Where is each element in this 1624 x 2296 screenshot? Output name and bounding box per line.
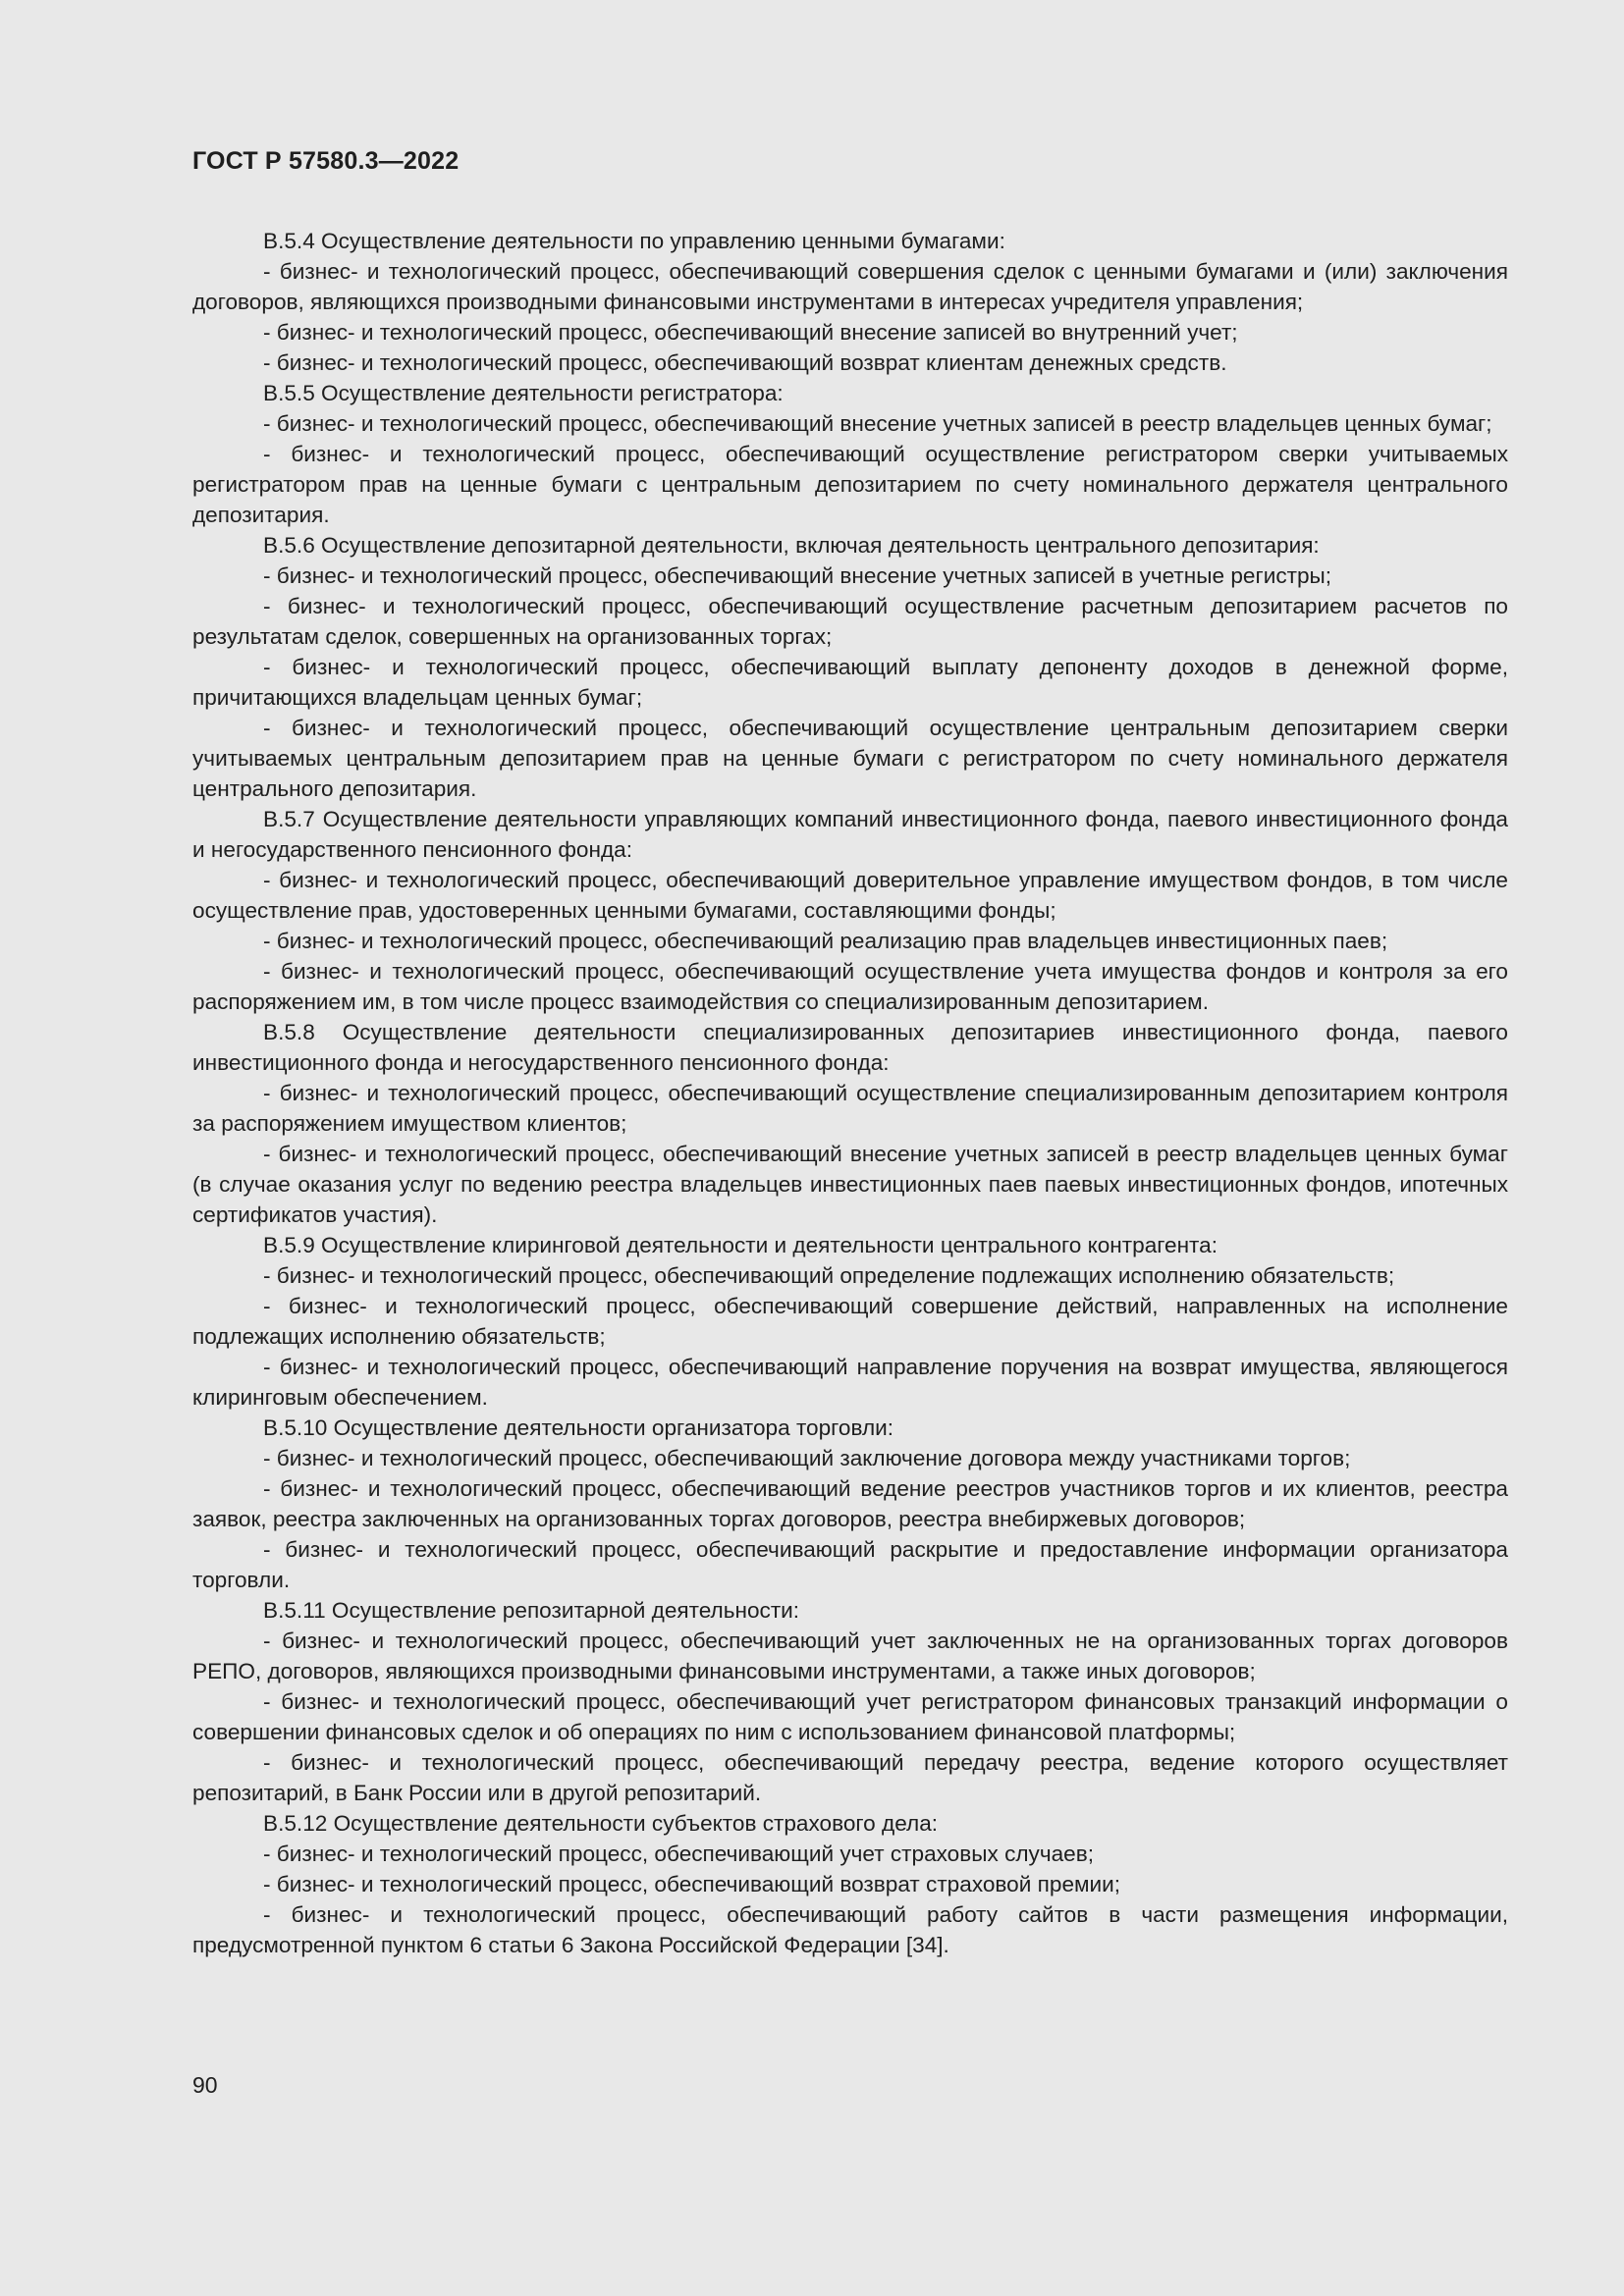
list-item: - бизнес- и технологический процесс, обеспечивающий раскрытие и предоставление информации организатора торговли. bbox=[192, 1537, 1508, 1592]
section-heading-b-5-8: В.5.8 Осуществление деятельности специализированных депозитариев инвестиционного фонда, паевого инвестиционного фонда и негосударственного пенсионного фонда: bbox=[192, 1020, 1508, 1075]
list-item: - бизнес- и технологический процесс, обеспечивающий возврат страховой премии; bbox=[263, 1872, 1121, 1896]
list-item: - бизнес- и технологический процесс, обеспечивающий направление поручения на возврат имущества, являющегося клиринговым обеспечением. bbox=[192, 1355, 1508, 1410]
list-item: - бизнес- и технологический процесс, обеспечивающий передачу реестра, ведение которого осуществляет репозитарий, в Банк России или в другой репозитарий. bbox=[192, 1750, 1508, 1805]
section-heading-b-5-5: В.5.5 Осуществление деятельности регистратора: bbox=[263, 381, 784, 405]
list-item: - бизнес- и технологический процесс, обеспечивающий внесение учетных записей в реестр владельцев ценных бумаг (в случае оказания услуг по ведению реестра владельцев инвестиционных паев паевых инвестиционных фондов, ипотечных сертификатов участия). bbox=[192, 1142, 1508, 1227]
list-item: - бизнес- и технологический процесс, обеспечивающий ведение реестров участников торгов и их клиентов, реестра заявок, реестра заключенных на организованных торгах договоров, реестра внебиржевых договоров; bbox=[192, 1476, 1508, 1531]
list-item: - бизнес- и технологический процесс, обеспечивающий учет заключенных не на организованных торгах договоров РЕПО, договоров, являющихся производными финансовыми инструментами, а также иных договоров; bbox=[192, 1629, 1508, 1683]
list-item: - бизнес- и технологический процесс, обеспечивающий учет регистратором финансовых транзакций информации о совершении финансовых сделок и об операциях по ним с использованием финансовой платформы; bbox=[192, 1689, 1508, 1744]
list-item: - бизнес- и технологический процесс, обеспечивающий осуществление специализированным депозитарием контроля за распоряжением имуществом клиентов; bbox=[192, 1081, 1508, 1136]
list-item: - бизнес- и технологический процесс, обеспечивающий совершение действий, направленных на исполнение подлежащих исполнению обязательств; bbox=[192, 1294, 1508, 1349]
list-item: - бизнес- и технологический процесс, обеспечивающий возврат клиентам денежных средств. bbox=[263, 350, 1227, 375]
list-item: - бизнес- и технологический процесс, обеспечивающий внесение учетных записей в учетные регистры; bbox=[263, 563, 1332, 588]
section-heading-b-5-9: В.5.9 Осуществление клиринговой деятельности и деятельности центрального контрагента: bbox=[263, 1233, 1218, 1257]
document-body bbox=[192, 226, 1508, 1960]
page-number: 90 bbox=[192, 2072, 218, 2098]
section-heading-b-5-7: В.5.7 Осуществление деятельности управляющих компаний инвестиционного фонда, паевого инвестиционного фонда и негосударственного пенсионного фонда: bbox=[192, 807, 1508, 862]
list-item: - бизнес- и технологический процесс, обеспечивающий учет страховых случаев; bbox=[263, 1842, 1095, 1866]
list-item: - бизнес- и технологический процесс, обеспечивающий осуществление центральным депозитарием сверки учитываемых центральным депозитарием прав на ценные бумаги с регистратором по счету номинального держателя центрального депозитария. bbox=[192, 716, 1508, 801]
document-header: ГОСТ Р 57580.3—2022 bbox=[192, 147, 460, 175]
list-item: - бизнес- и технологический процесс, обеспечивающий внесение записей во внутренний учет; bbox=[263, 320, 1238, 345]
section-heading-b-5-11: В.5.11 Осуществление репозитарной деятельности: bbox=[263, 1598, 800, 1623]
list-item: - бизнес- и технологический процесс, обеспечивающий осуществление расчетным депозитарием расчетов по результатам сделок, совершенных на организованных торгах; bbox=[192, 594, 1508, 649]
list-item: - бизнес- и технологический процесс, обеспечивающий доверительное управление имуществом фондов, в том числе осуществление прав, удостоверенных ценными бумагами, составляющими фонды; bbox=[192, 868, 1508, 923]
section-heading-b-5-10: В.5.10 Осуществление деятельности организатора торговли: bbox=[263, 1415, 894, 1440]
section-heading-b-5-12: В.5.12 Осуществление деятельности субъектов страхового дела: bbox=[263, 1811, 939, 1836]
list-item: - бизнес- и технологический процесс, обеспечивающий осуществление регистратором сверки учитываемых регистратором прав на ценные бумаги с центральным депозитарием по счету номинального держателя центрального депозитария. bbox=[192, 442, 1508, 527]
list-item: - бизнес- и технологический процесс, обеспечивающий работу сайтов в части размещения информации, предусмотренной пунктом 6 статьи 6 Закона Российской Федерации [34]. bbox=[192, 1902, 1508, 1957]
list-item: - бизнес- и технологический процесс, обеспечивающий реализацию прав владельцев инвестиционных паев; bbox=[263, 929, 1388, 953]
list-item: - бизнес- и технологический процесс, обеспечивающий внесение учетных записей в реестр владельцев ценных бумаг; bbox=[263, 411, 1492, 436]
section-heading-b-5-6: В.5.6 Осуществление депозитарной деятельности, включая деятельность центрального депозитария: bbox=[263, 533, 1320, 558]
list-item: - бизнес- и технологический процесс, обеспечивающий осуществление учета имущества фондов и контроля за его распоряжением им, в том числе процесс взаимодействия со специализированным депозитарием. bbox=[192, 959, 1508, 1014]
list-item: - бизнес- и технологический процесс, обеспечивающий заключение договора между участниками торгов; bbox=[263, 1446, 1351, 1470]
list-item: - бизнес- и технологический процесс, обеспечивающий определение подлежащих исполнению обязательств; bbox=[263, 1263, 1395, 1288]
section-heading-b-5-4: В.5.4 Осуществление деятельности по управлению ценными бумагами: bbox=[263, 229, 1005, 253]
list-item: - бизнес- и технологический процесс, обеспечивающий выплату депоненту доходов в денежной форме, причитающихся владельцам ценных бумаг; bbox=[192, 655, 1508, 710]
list-item: - бизнес- и технологический процесс, обеспечивающий совершения сделок с ценными бумагами и (или) заключения договоров, являющихся производными финансовыми инструментами в интересах учредителя управления; bbox=[192, 259, 1508, 314]
